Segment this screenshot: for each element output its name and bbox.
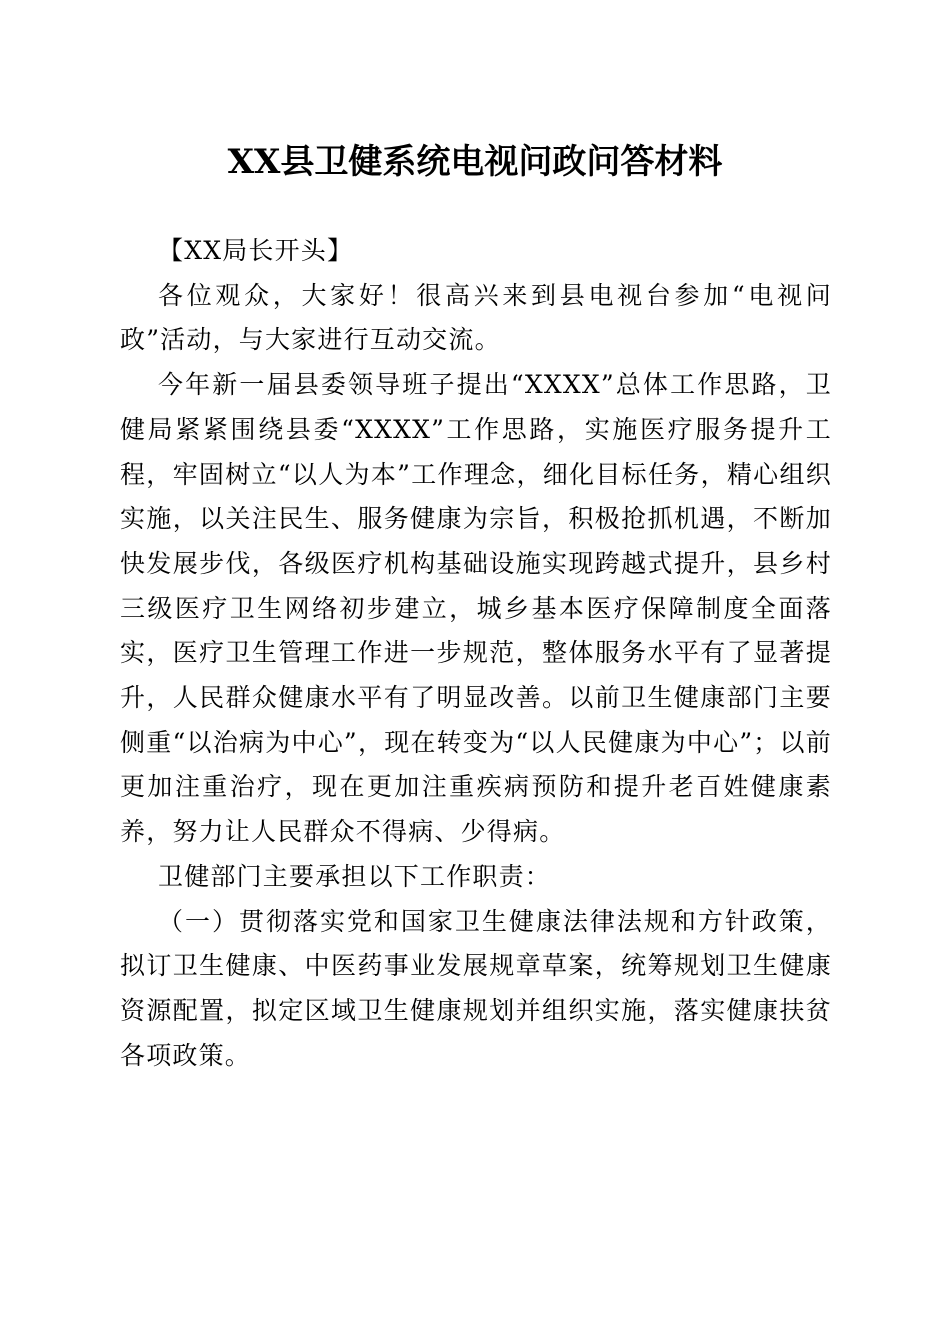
greeting-paragraph: 各位观众，大家好！很高兴来到县电视台参加“电视问政”活动，与大家进行互动交流。: [120, 280, 832, 355]
section-heading: 【XX局长开头】: [158, 236, 354, 265]
duties-intro-paragraph: 卫健部门主要承担以下工作职责：: [158, 861, 552, 891]
document-title: XX县卫健系统电视问政问答材料: [227, 142, 723, 182]
duty-item-1: （一）贯彻落实党和国家卫生健康法律法规和方针政策，拟订卫生健康、中医药事业发展规章草案，统筹规划卫生健康资源配置，拟定区域卫生健康规划并组织实施，落实健康扶贫各项政策。: [120, 906, 832, 1070]
work-overview-paragraph: 今年新一届县委领导班子提出“XXXX”总体工作思路，卫健局紧紧围绕县委“XXXX”工作思路，实施医疗服务提升工程，牢固树立“以人为本”工作理念，细化目标任务，精心组织实施，以关注民生、服务健康为宗旨，积极抢抓机遇，不断加快发展步伐，各级医疗机构基础设施实现跨越式提升，县乡村三级医疗卫生网络初步建立，城乡基本医疗保障制度全面落实，医疗卫生管理工作进一步规范，整体服务水平有了显著提升，人民群众健康水平有了明显改善。以前卫生健康部门主要侧重“以治病为中心”，现在转变为“以人民健康为中心”；以前更加注重治疗，现在更加注重疾病预防和提升老百姓健康素养，努力让人民群众不得病、少得病。: [120, 370, 832, 847]
document-body: [120, 229, 832, 1078]
